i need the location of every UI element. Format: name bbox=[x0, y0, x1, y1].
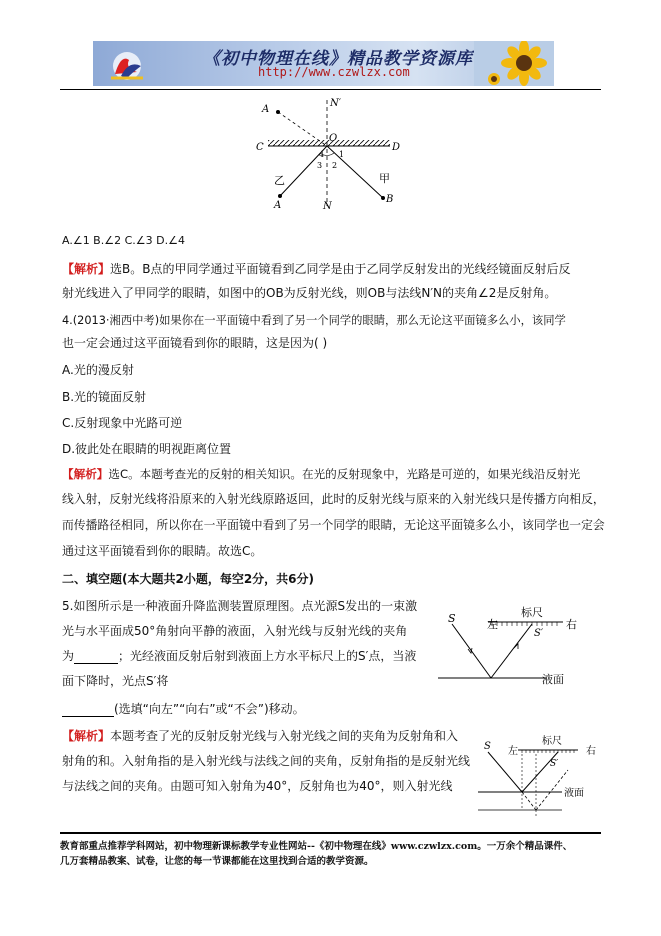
q5-stem-line2: 光与水平面成50°角射向平静的液面，入射光线与反射光线的夹角 bbox=[62, 624, 408, 638]
q3-analysis-line1: 【解析】选B。B点的甲同学通过平面镜看到乙同学是由于乙同学反射发出的光线经镜面反射后反 bbox=[62, 262, 571, 276]
svg-text:右: 右 bbox=[566, 618, 577, 631]
answer-blank-2[interactable] bbox=[62, 702, 114, 717]
section-heading: 二、填空题(本大题共2小题，每空2分，共6分) bbox=[62, 572, 315, 586]
point-a-virtual bbox=[276, 110, 280, 114]
svg-text:左: 左 bbox=[508, 746, 518, 757]
q4-option-a: A.光的漫反射 bbox=[62, 363, 134, 377]
analysis-tag: 【解析】 bbox=[62, 467, 109, 481]
label-a: A bbox=[274, 200, 282, 211]
svg-text:标尺: 标尺 bbox=[542, 736, 562, 747]
q4-analysis-line1: 【解析】选C。本题考查光的反射的相关知识。在光的反射现象中，光路是可逆的，如果光线沿反射光 bbox=[62, 467, 581, 481]
sunflower-icon bbox=[474, 41, 554, 86]
q5-stem-line1: 5.如图所示是一种液面升降监测装置原理图。点光源S发出的一束激 bbox=[62, 599, 418, 613]
label-angle-4: 4 bbox=[319, 150, 325, 159]
label-angle-2: 2 bbox=[332, 161, 338, 170]
q3-analysis-line2: 射光线进入了甲同学的眼睛，如图中的OB为反射光线，则OB与法线N′N的夹角∠2是反射角。 bbox=[62, 286, 557, 300]
q5-stem-line4: 面下降时，光点S′将 bbox=[62, 674, 169, 688]
svg-text:左: 左 bbox=[487, 618, 498, 631]
q5-stem-line3: 为 ；光经液面反射后射到液面上方水平标尺上的S′点，当液 bbox=[62, 649, 417, 663]
site-logo-icon bbox=[107, 46, 147, 81]
q4-option-d: D.彼此处在眼睛的明视距离位置 bbox=[62, 442, 232, 456]
svg-text:S: S bbox=[484, 741, 491, 752]
q4-option-c: C.反射现象中光路可逆 bbox=[62, 416, 183, 430]
label-b: B bbox=[386, 194, 394, 205]
label-angle-3: 3 bbox=[317, 161, 323, 170]
svg-text:右: 右 bbox=[586, 746, 596, 757]
q4-analysis-line2: 线入射，反射光线将沿原来的入射光线原路返回，此时的反射光线与原来的入射光线只是传播方向相反， bbox=[62, 492, 605, 506]
svg-text:S′: S′ bbox=[534, 628, 544, 639]
q4-stem-line2: 也一定会通过这平面镜看到你的眼睛，这是因为( ) bbox=[62, 336, 328, 350]
banner-title: 《初中物理在线》精品教学资源库 bbox=[203, 49, 473, 69]
svg-text:S: S bbox=[448, 612, 456, 625]
label-yi: 乙 bbox=[274, 174, 285, 187]
q4-analysis-line3: 而传播路径相同，所以你在一平面镜中看到了另一个同学的眼睛，无论这平面镜多么小，该同学也一定会 bbox=[62, 518, 605, 532]
label-jia: 甲 bbox=[379, 172, 390, 185]
q5-analysis-line3: 与法线之间的夹角。由题可知入射角为40°，反射角也为40°，则入射光线 bbox=[62, 779, 453, 793]
q4-analysis-line4: 通过这平面镜看到你的眼睛。故选C。 bbox=[62, 544, 263, 558]
footer-rule bbox=[60, 832, 601, 834]
label-d: D bbox=[392, 142, 401, 153]
answer-blank-1[interactable] bbox=[74, 649, 118, 664]
reflected-ray bbox=[491, 624, 532, 678]
svg-text:液面: 液面 bbox=[564, 788, 584, 799]
q4-stem-line1: 4.(2013·湘西中考)如果你在一平面镜中看到了另一个同学的眼睛，那么无论这平面镜多么小，该同学 bbox=[62, 314, 566, 327]
header-rule bbox=[60, 89, 601, 90]
mirror-diagram bbox=[250, 94, 410, 214]
point-a bbox=[278, 194, 282, 198]
q5-analysis-line1: 【解析】本题考查了光的反射反射光线与入射光线之间的夹角为反射角和入 bbox=[62, 729, 459, 743]
banner-url[interactable]: http://www.czwlzx.com bbox=[258, 65, 410, 79]
q5-analysis-line2: 射角的和。入射角指的是入射光线与法线之间的夹角，反射角指的是反射光线 bbox=[62, 754, 471, 768]
svg-text:S′: S′ bbox=[550, 759, 559, 769]
analysis-tag: 【解析】 bbox=[62, 262, 111, 276]
label-angle-1: 1 bbox=[339, 150, 345, 159]
liquid-level-diagram-2 bbox=[478, 732, 608, 816]
label-n-prime: N′ bbox=[330, 98, 342, 109]
footer-line1: 教育部重点推荐学科网站，初中物理新课标教学专业性网站--《初中物理在线》www.czwlzx.com。一万余个精品课件、 bbox=[60, 841, 573, 852]
label-c: C bbox=[256, 142, 264, 153]
label-n: N bbox=[323, 201, 332, 212]
q5-stem-line5: (选填“向左”“向右”或“不会”)移动。 bbox=[62, 702, 305, 717]
q3-options: A.∠1 B.∠2 C.∠3 D.∠4 bbox=[62, 234, 185, 247]
label-a-virtual: A bbox=[262, 104, 270, 115]
svg-text:标尺: 标尺 bbox=[521, 606, 543, 619]
q4-option-b: B.光的镜面反射 bbox=[62, 390, 147, 404]
reflected-ray bbox=[327, 146, 383, 198]
header-banner bbox=[93, 41, 554, 86]
footer-line2: 几万套精品教案、试卷，让您的每一节课都能在这里找到合适的教学资源。 bbox=[60, 856, 374, 867]
point-b bbox=[381, 196, 385, 200]
liquid-level-diagram bbox=[438, 604, 588, 688]
svg-text:液面: 液面 bbox=[542, 673, 564, 686]
analysis-tag: 【解析】 bbox=[62, 729, 111, 743]
label-o: O bbox=[329, 133, 338, 144]
